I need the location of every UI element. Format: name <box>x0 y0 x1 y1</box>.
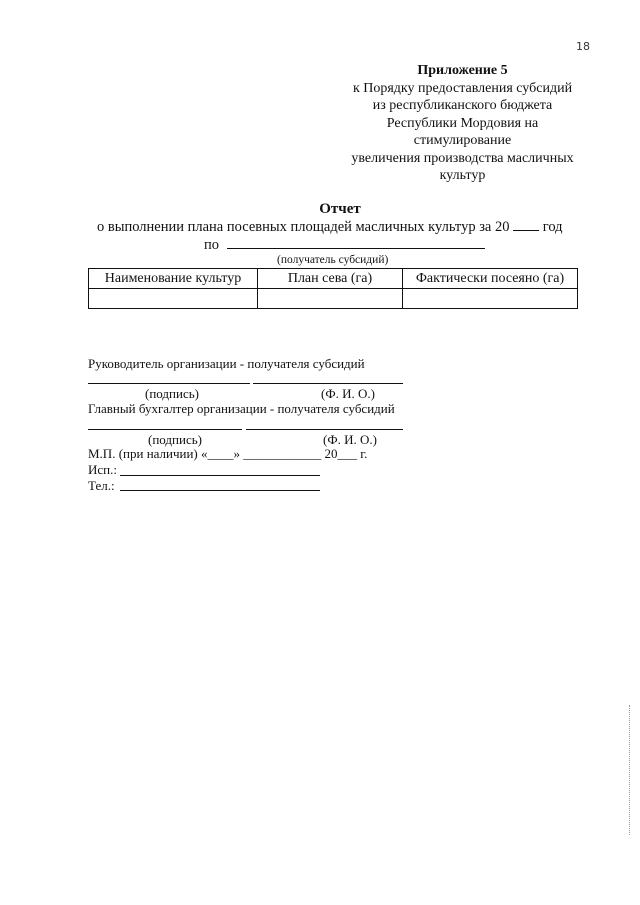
signature-hint: (подпись) <box>148 432 202 447</box>
executor-label: Исп.: <box>88 462 117 477</box>
appendix-line: из республиканского бюджета <box>372 98 553 113</box>
scan-artifact <box>629 705 632 835</box>
accountant-signature-line <box>88 428 242 430</box>
po-label: по <box>204 237 220 253</box>
table-cell <box>89 289 258 309</box>
report-table <box>88 268 578 309</box>
table-header: Фактически посеяно (га) <box>403 269 578 289</box>
appendix-header <box>340 62 585 185</box>
accountant-label: Главный бухгалтер организации - получателя субсидий <box>88 401 395 416</box>
table-header: Наименование культур <box>89 269 258 289</box>
table-header-row <box>89 269 578 289</box>
name-hint: (Ф. И. О.) <box>321 386 375 401</box>
signature-hint: (подпись) <box>145 386 199 401</box>
report-subtitle <box>97 219 563 236</box>
appendix-title: Приложение 5 <box>417 63 508 78</box>
mp-date-line: М.П. (при наличии) «____» ____________ 20___ г. <box>88 446 368 461</box>
name-hint: (Ф. И. О.) <box>323 432 377 447</box>
appendix-line: Республики Мордовия на <box>386 115 539 131</box>
accountant-name-line <box>246 428 403 430</box>
recipient-line <box>204 237 485 254</box>
report-subtitle-suffix: год <box>542 219 563 235</box>
head-signature-line <box>88 382 250 384</box>
appendix-line: к Порядку предоставления субсидий <box>352 80 573 96</box>
table-cell <box>258 289 403 309</box>
appendix-line: культур <box>439 168 486 183</box>
table-row <box>89 289 578 309</box>
head-label: Руководитель организации - получателя субсидий <box>88 356 365 371</box>
head-name-line <box>253 382 403 384</box>
executor-line <box>120 474 320 476</box>
table-header: План сева (га) <box>258 269 403 289</box>
appendix-line: стимулирование <box>413 133 512 148</box>
phone-label: Тел.: <box>88 478 115 493</box>
phone-line <box>120 489 320 491</box>
table-cell <box>403 289 578 309</box>
recipient-blank <box>227 237 485 249</box>
year-blank <box>513 219 539 231</box>
recipient-hint: (получатель субсидий) <box>277 254 389 266</box>
report-title: Отчет <box>319 201 361 217</box>
report-subtitle-prefix: о выполнении плана посевных площадей масличных культур за 20 <box>97 219 510 235</box>
appendix-line: увеличения производства масличных <box>351 150 574 166</box>
page-number: 18 <box>576 40 590 53</box>
